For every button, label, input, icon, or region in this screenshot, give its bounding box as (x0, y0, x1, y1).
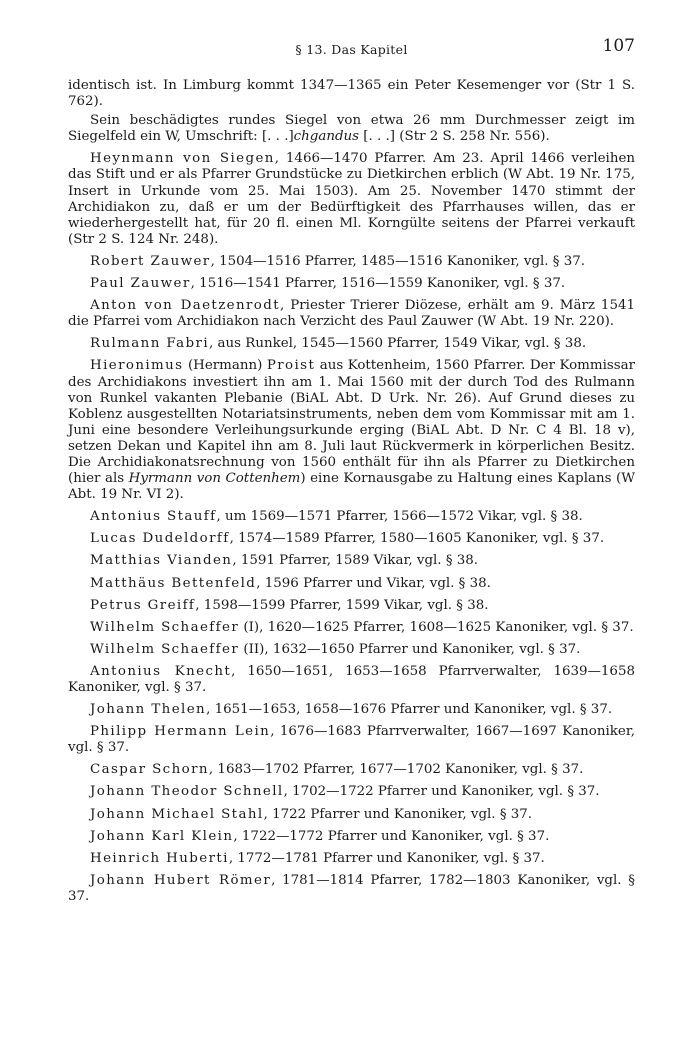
text-run: (Hermann) (183, 358, 267, 374)
paragraph (68, 851, 635, 867)
text-run: , 1466—1470 Pfarrer. Am 23. April 1466 verleihen das Stift und er als Pfarrer Grundstücke zu Dietkirchen erblich (W Abt. 19 Nr. 175, Insert in Urkunde vom 25. Mai 1503). Am 25. November 1470 stimmt der Archidiakon zu, daß er um der Bedürftigkeit des Pfarrhauses willen, das er wiederhergestellt hat, für 20 fl. einen Ml. Korngülte seitens der Pfarrei verkauft (Str 2 S. 124 Nr. 248). (68, 151, 635, 247)
person-name: Robert Zauwer (90, 253, 211, 269)
paragraph (68, 829, 635, 845)
text-run: , 1504—1516 Pfarrer, 1485—1516 Kanoniker, vgl. § 37. (210, 253, 586, 269)
text-run: , 1591 Pfarrer, 1589 Vikar, vgl. § 38. (232, 553, 479, 569)
paragraph (68, 598, 635, 614)
paragraph (68, 509, 635, 525)
person-name: Philipp Hermann Lein (90, 724, 271, 740)
text-run: , 1574—1589 Pfarrer, 1580—1605 Kanoniker, vgl. § 37. (229, 531, 605, 547)
paragraph (68, 664, 635, 696)
person-name: Wilhelm Schaeffer (90, 641, 240, 657)
person-name: Hieronimus (90, 358, 184, 374)
body-text (68, 78, 635, 911)
paragraph (68, 576, 635, 592)
text-run: , 1598—1599 Pfarrer, 1599 Vikar, vgl. § 38. (195, 597, 489, 613)
paragraph (68, 254, 635, 270)
text-run: (I), 1620—1625 Pfarrer, 1608—1625 Kanoniker, vgl. § 37. (239, 619, 634, 635)
person-name: Anton von Daetzenrodt (90, 298, 281, 314)
paragraph (68, 336, 635, 352)
person-name: Johann Karl Klein (90, 828, 234, 844)
section-heading: § 13. Das Kapitel (295, 42, 408, 57)
person-name: Rulmann Fabri (90, 336, 209, 352)
person-name: Caspar Schorn (90, 762, 209, 778)
italic-text: Hyrmann von Cottenhem (128, 471, 301, 487)
person-name: Matthias Vianden (90, 553, 233, 569)
text-run: , 1596 Pfarrer und Vikar, vgl. § 38. (256, 575, 491, 591)
text-run: , 1722 Pfarrer und Kanoniker, vgl. § 37. (263, 806, 533, 822)
paragraph (68, 807, 635, 823)
paragraph (68, 151, 635, 248)
person-name: Proist (266, 358, 316, 374)
text-run: , 1683—1702 Pfarrer, 1677—1702 Kanoniker, vgl. § 37. (208, 762, 584, 778)
text-run: , aus Runkel, 1545—1560 Pfarrer, 1549 Vikar, vgl. § 38. (209, 336, 587, 352)
text-run: (II), 1632—1650 Pfarrer und Kanoniker, vgl. § 37. (239, 641, 581, 657)
paragraph (68, 873, 635, 905)
running-head (68, 36, 635, 60)
text-run: , um 1569—1571 Pfarrer, 1566—1572 Vikar, vgl. § 38. (216, 509, 583, 525)
person-name: Petrus Greiff (90, 597, 196, 613)
person-name: Matthäus Bettenfeld (90, 575, 257, 591)
paragraph (68, 702, 635, 718)
text-run: , 1772—1781 Pfarrer und Kanoniker, vgl. § 37. (228, 850, 545, 866)
person-name: Antonius Knecht (90, 663, 232, 679)
person-name: Johann Michael Stahl (90, 806, 264, 822)
paragraph (68, 724, 635, 756)
paragraph (68, 358, 635, 503)
text-run: [. . .] (Str 2 S. 258 Nr. 556). (359, 129, 550, 145)
person-name: Heynmann von Siegen (90, 151, 275, 167)
paragraph (68, 762, 635, 778)
text-run: , 1651—1653, 1658—1676 Pfarrer und Kanoniker, vgl. § 37. (206, 702, 613, 718)
person-name: Antonius Stauff (90, 509, 217, 525)
text-run: , 1722—1772 Pfarrer und Kanoniker, vgl. § 37. (233, 828, 550, 844)
paragraph (68, 531, 635, 547)
person-name: Wilhelm Schaeffer (90, 619, 240, 635)
italic-text: chgandus (293, 129, 360, 145)
paragraph (68, 113, 635, 145)
person-name: Johann Theodor Schnell (90, 784, 284, 800)
text-run: identisch ist. In Limburg kommt 1347—1365 ein Peter Kesemenger vor (Str 1 S. 762). (68, 78, 635, 110)
paragraph (68, 642, 635, 658)
person-name: Lucas Dudeldorff (90, 531, 230, 547)
page-number: 107 (602, 36, 635, 56)
text-run: Sein beschädigtes rundes Siegel von etwa 26 mm Durchmesser zeigt im Siegelfeld ein W, Umschrift: [. . .] (68, 113, 635, 145)
paragraph (68, 620, 635, 636)
paragraph (68, 553, 635, 569)
text-run: ) eine Kornausgabe zu Haltung eines Kaplans (W Abt. 19 Nr. VI 2). (68, 471, 636, 503)
text-run: , 1676—1683 Pfarrverwalter, 1667—1697 Kanoniker, vgl. § 37. (68, 724, 635, 756)
paragraph (68, 298, 635, 330)
paragraph (68, 784, 635, 800)
text-run: , 1650—1651, 1653—1658 Pfarrverwalter, 1639—1658 Kanoniker, vgl. § 37. (68, 663, 635, 695)
text-run: aus Kottenheim, 1560 Pfarrer. Der Kommissar des Archidiakons investiert ihn am 1. Mai 1560 mit der durch Tod des Rulmann von Runkel vakanten Plebanie (BiAL Abt. D Urk. Nr. 26). Auf Grund dieses zu Koblenz ausgestellten Notariatsinstruments, neben dem vom Kommissar mit am 1. Juni eine besondere Verleihungsurkunde erging (BiAL Abt. D Nr. C 4 Bl. 18 v), setzen Dekan und Kapitel ihn am 8. Juli laut Rückvermerk in körperlichen Besitz. Die Archidiakonatsrechnung von 1560 enthält für ihn als Pfarrer zu Dietkirchen (hier als (68, 358, 635, 487)
text-run: , 1781—1814 Pfarrer, 1782—1803 Kanoniker, vgl. § 37. (68, 872, 635, 904)
text-run: , 1702—1722 Pfarrer und Kanoniker, vgl. § 37. (283, 784, 600, 800)
paragraph (68, 276, 635, 292)
person-name: Heinrich Huberti (90, 850, 229, 866)
person-name: Johann Hubert Römer (90, 872, 272, 888)
text-run: , Priester Trierer Diözese, erhält am 9. März 1541 die Pfarrei vom Archidiakon nach Verzicht des Paul Zauwer (W Abt. 19 Nr. 220). (68, 298, 635, 330)
paragraph (68, 78, 635, 110)
text-run: , 1516—1541 Pfarrer, 1516—1559 Kanoniker, vgl. § 37. (190, 276, 566, 292)
person-name: Johann Thelen (90, 702, 207, 718)
person-name: Paul Zauwer (90, 276, 191, 292)
